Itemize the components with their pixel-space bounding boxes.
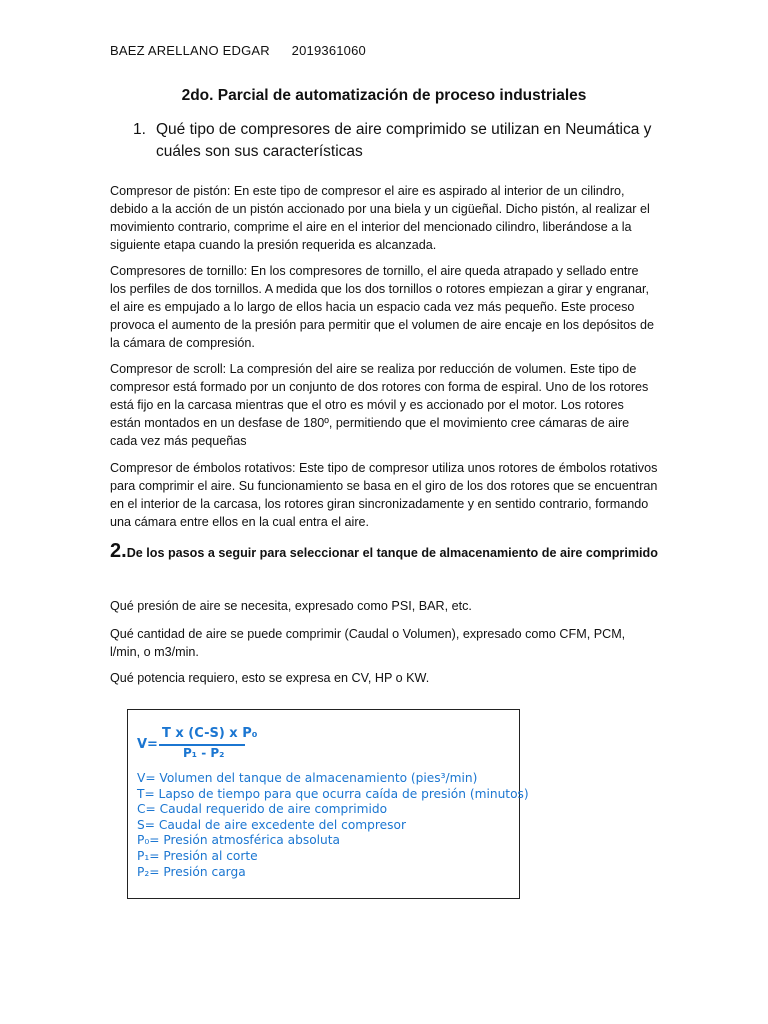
paragraph-screw: Compresores de tornillo: En los compresores de tornillo, el aire queda atrapado y sellado entre los perfiles de dos tornillos. A medida que los dos tornillos o rotores empiezan a girar y engranar, el aire es empujado a lo largo de ellos hacia un espacio cada vez más pequeño. Este proceso provoca el aumento de la presión para permitir que el volumen de aire encaje en los depósitos de la cámara de compresión. [110,264,654,350]
paragraph-piston: Compresor de pistón: En este tipo de compresor el aire es aspirado al interior de un cilindro, debido a la acción de un pistón accionado por una biela y un cigüeñal. Dicho pistón, al realizar el movimiento contrario, comprime el aire en el interior del mencionado cilindro, liberándose a la siguiente etapa cuando la presión requerida es alcanzada. [110,184,650,252]
formula-denominator: P₁ - P₂ [183,746,225,760]
definition-item: T= Lapso de tiempo para que ocurra caída de presión (minutos) [137,786,529,801]
formula-numerator: T x (C-S) x P₀ [162,726,258,741]
document-title: 2do. Parcial de automatización de proceso industriales [181,87,587,104]
question-1-number: 1. [133,121,146,138]
step-air-quantity: Qué cantidad de aire se puede comprimir (Caudal o Volumen), expresado como CFM, PCM, l/min, o m3/min. [110,627,626,659]
formula-lhs: V= [137,737,158,752]
author-name: BAEZ ARELLANO EDGAR [110,43,270,58]
question-2-number: 2. [110,540,127,562]
question-2-text: De los pasos a seguir para seleccionar el tanque de almacenamiento de aire comprimido [126,546,658,560]
definition-item: P₁= Presión al corte [137,848,258,863]
definition-item: C= Caudal requerido de aire comprimido [137,802,388,817]
formula-definitions [137,771,529,880]
question-1-text: Qué tipo de compresores de aire comprimido se utilizan en Neumática y cuáles son sus características [156,121,652,160]
question-1 [133,119,693,163]
paragraph-scroll: Compresor de scroll: La compresión del aire se realiza por reducción de volumen. Este tipo de compresor está formado por un conjunto de dos rotores con forma de espiral. Uno de los rotores está fijo en la carcasa mientras que el otro es móvil y es accionado por el motor. Los rotores están montados en un desfase de 180º, permitiendo que el movimiento cree cámaras de aire cada vez más pequeñas [110,362,649,448]
definition-item: P₀= Presión atmosférica absoluta [137,833,341,848]
definition-item: S= Caudal de aire excedente del compresor [137,817,406,832]
definition-item: P₂= Presión carga [137,864,246,879]
step-pressure: Qué presión de aire se necesita, expresado como PSI, BAR, etc. [110,599,472,613]
formula-image [127,709,529,899]
step-power: Qué potencia requiero, esto se expresa en CV, HP o KW. [110,671,430,685]
paragraph-rotary-pistons: Compresor de émbolos rotativos: Este tipo de compresor utiliza unos rotores de émbolos rotativos para comprimir el aire. Su funcionamiento se basa en el giro de los dos rotores que se encuentran en el interior de la carcasa, los rotores giran sincronizadamente y en sentido contrario, formando una cámara entre ellos en la cual entra el aire. [110,461,658,529]
question-2 [110,540,670,564]
definition-item: V= Volumen del tanque de almacenamiento (pies³/min) [137,771,478,785]
student-id: 2019361060 [291,43,366,58]
document-header [110,43,366,58]
